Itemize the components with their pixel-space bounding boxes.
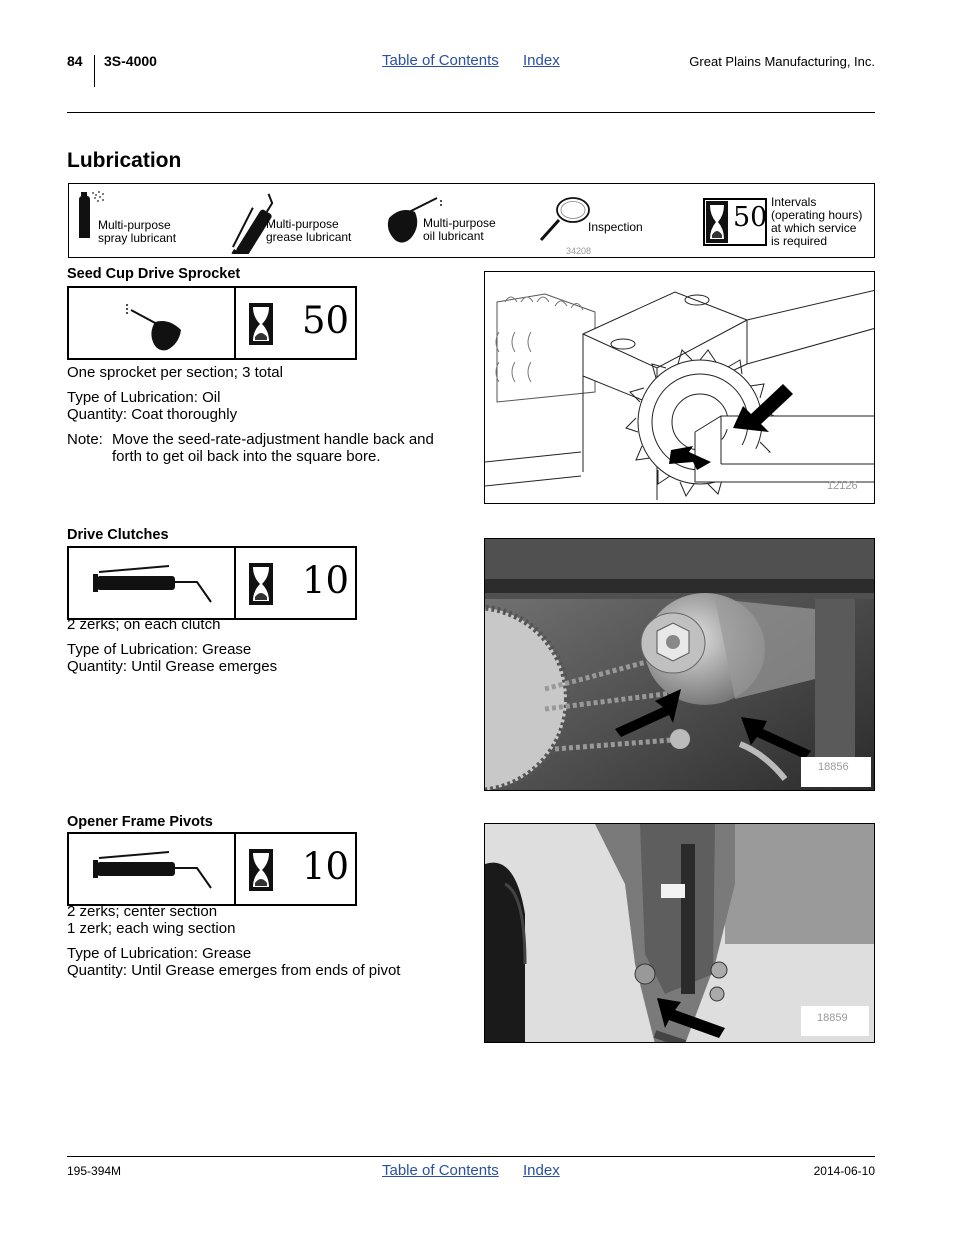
lubrication-quantity: Quantity: Until Grease emerges from ends of pivot [67, 962, 401, 979]
figure-drive-clutches [484, 538, 875, 791]
section-title: Lubrication [67, 149, 182, 172]
item-line: 1 zerk; each wing section [67, 920, 236, 937]
grease-gun-icon [91, 848, 221, 894]
hourglass-icon [706, 201, 728, 243]
item-title-seed-cup: Seed Cup Drive Sprocket [67, 266, 241, 282]
interval-hours: 10 [302, 559, 350, 602]
figure-code: 18856 [818, 761, 849, 773]
lube-interval-box-seed-cup [67, 286, 357, 360]
opener-photo [485, 824, 875, 1043]
item-line: 2 zerks; center section [67, 903, 218, 920]
interval-hours: 10 [302, 845, 350, 888]
interval-hours: 50 [302, 299, 350, 342]
legend-spray-label: Multi-purpose spray lubricant [98, 218, 177, 245]
interval-sample-value: 50 [733, 202, 768, 233]
lubrication-quantity: Quantity: Coat thoroughly [67, 406, 238, 423]
lubrication-type: Type of Lubrication: Grease [67, 641, 252, 658]
legend-interval-label: Intervals (operating hours) at which service is required [771, 195, 863, 248]
item-line: 2 zerks; on each clutch [67, 616, 221, 633]
footer-date: 2014-06-10 [813, 1164, 875, 1178]
legend-figure-code: 34208 [566, 246, 592, 256]
legend-oil-label: Multi-purpose oil lubricant [423, 216, 496, 243]
sprocket-drawing [485, 272, 875, 504]
item-title-drive-clutches: Drive Clutches [67, 527, 169, 543]
footer-toc-link[interactable]: Table of Contents [382, 1162, 499, 1179]
header-toc-link[interactable]: Table of Contents [382, 52, 499, 69]
lubrication-type: Type of Lubrication: Grease [67, 945, 252, 962]
header-divider [94, 55, 95, 87]
hourglass-icon [249, 563, 273, 605]
footer-index-link[interactable]: Index [523, 1162, 560, 1179]
header-rule [67, 112, 875, 113]
oil-can-icon [121, 302, 189, 352]
note-text: Move the seed-rate-adjustment handle back and forth to get oil back into the square bore. [112, 431, 434, 465]
lube-interval-box-drive-clutches [67, 546, 357, 620]
company-name: Great Plains Manufacturing, Inc. [689, 54, 875, 69]
hourglass-icon [249, 303, 273, 345]
item-line: One sprocket per section; 3 total [67, 364, 283, 381]
hourglass-icon [249, 849, 273, 891]
figure-code: 18859 [817, 1012, 848, 1024]
legend-inspection-label: Inspection [588, 220, 643, 234]
interval-sample-box [703, 198, 767, 246]
note-label: Note: [67, 431, 103, 448]
figure-opener-pivots [484, 823, 875, 1043]
lubrication-type: Type of Lubrication: Oil [67, 389, 221, 406]
legend-grease-label: Multi-purpose grease lubricant [266, 217, 352, 244]
grease-gun-icon [91, 562, 221, 608]
lubrication-quantity: Quantity: Until Grease emerges [67, 658, 278, 675]
footer-rule [67, 1156, 875, 1157]
footer-part-number: 195-394M [67, 1164, 122, 1178]
figure-code: 12126 [827, 480, 858, 492]
page-number: 84 [67, 53, 83, 69]
header-index-link[interactable]: Index [523, 52, 560, 69]
magnifier-icon [537, 192, 593, 244]
lubrication-legend [68, 183, 875, 258]
clutch-photo [485, 539, 875, 791]
model-name: 3S-4000 [104, 53, 157, 69]
figure-seed-cup-sprocket [484, 271, 875, 504]
item-title-opener-pivots: Opener Frame Pivots [67, 814, 213, 830]
lube-interval-box-opener-pivots [67, 832, 357, 906]
